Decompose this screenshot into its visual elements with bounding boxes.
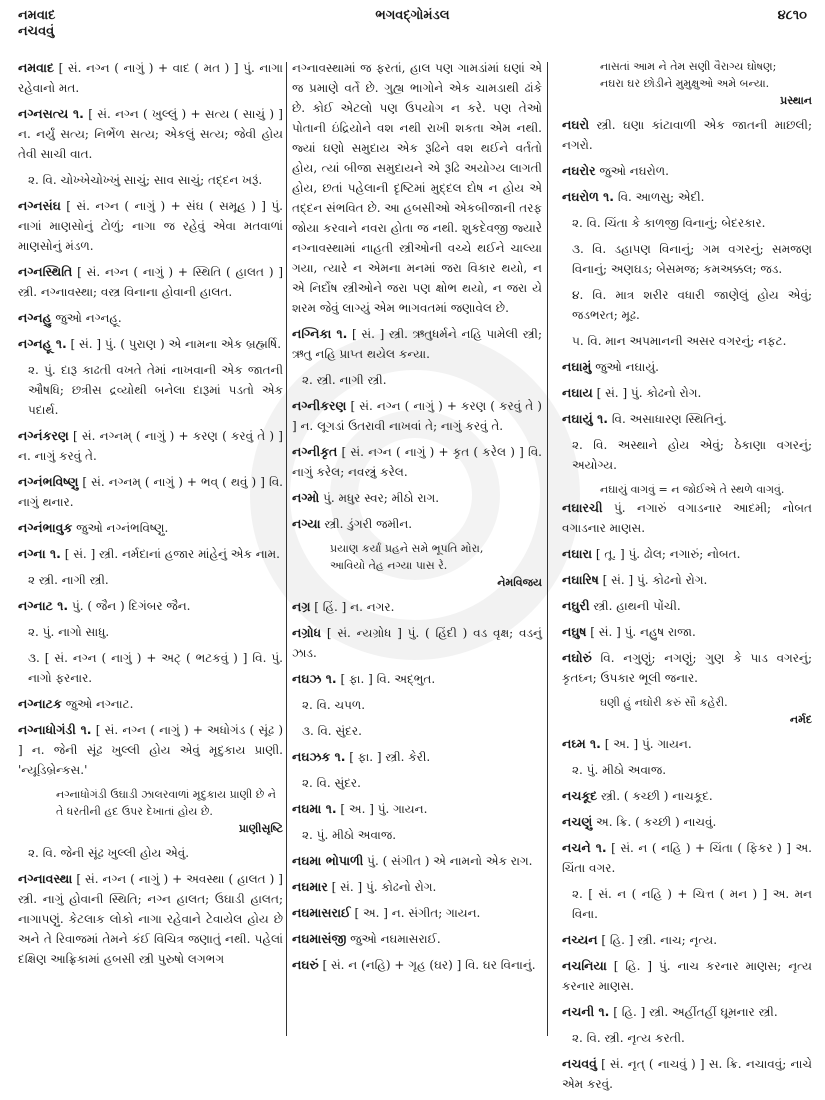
quotation: પ્રયાણ કર્યાં પ્રહને સમે ભૂપતિ મોરા,	[330, 542, 484, 555]
page-header	[0, 8, 825, 30]
dictionary-entry	[562, 357, 812, 377]
dictionary-entry	[292, 324, 542, 364]
definition: જુઓ નઘાયું.	[591, 360, 659, 374]
sub-sense: ૨. પું. મીઠો અવાજ.	[572, 763, 667, 777]
dictionary-entry	[292, 747, 542, 767]
column-left	[18, 58, 283, 975]
definition: સ્ત્રી. હાથની પોંચી.	[589, 599, 681, 613]
definition: [ સં. નગ્ન ( નાગું ) + સ્થિતિ ( હાલત ) ] સ્ત્રી. નગ્નાવસ્થા; વસ્ત્ર વિનાના હોવાની હાલત.	[18, 265, 283, 299]
dictionary-entry	[562, 383, 812, 403]
sub-sense: ૩. [ સં. નગ્ન ( નાગું ) + અટ્ ( ભટકવું ) ] વિ. પું. નાગો ફરનાર.	[28, 651, 283, 685]
definition-continuation: નગ્નાવસ્થામાં જ ફરતાં, હાલ પણ ગામડાંમાં ઘણાં એ જ પ્રમાણે વર્તે છે. ગુહ્ય ભાગોને એક ચામડાથી ઢાંકે છે. કોઈ એટલો પણ ઉપયોગ ન કરે. પણ તેઓ પોતાની ઇંદ્રિયોને વશ નથી રાખી શકતા એમ નથી. જ્યાં ઘણો સમુદાય એક રૂઢિને વશ થઈને વર્તતો હોય, ત્યાં બીજા સમુદાયને એ રૂઢિ અયોગ્ય લાગતી હોય, છતાં પહેલાની દૃષ્ટિમાં મુદ્દલ દોષ ન હોય એ તદ્દન સંભવિત છે. આ હબસીઓ એકબીજાની તરફ જોયા કરવાને નવરા હોતા જ નથી. શુકદેવજી જ્યારે નગ્નાવસ્થામાં નાહતી સ્ત્રીઓની વચ્ચે થઈને ચાલ્યા ગયા, ત્યારે ન એમના મનમાં જરા વિકાર થયો, ન એ નિર્દોષ સ્ત્રીઓને જરા પણ ક્ષોભ થયો, ન જરા યે શરમ જેવું લાગ્યું એમ ભાગવતમાં જણાવેલ છે.	[292, 61, 542, 315]
dictionary-entry	[292, 877, 542, 897]
sub-sense: ૨. [ સં. ન ( નહિ ) + ચિત્ત ( મન ) ] અ. મન વિના.	[572, 887, 812, 921]
definition: [ સં. નગ્ન ( નાગું ) + અવસ્થા ( હાલત ) ] સ્ત્રી. નાગું હોવાની સ્થિતિ; નગ્ન હાલત; ઉઘાડી હાલત; નાગાપણું. કેટલાક લોકો નાગા રહેવાને ટેવાયેલ હોય છે અને તે રિવાજમાં તેમને કંઈ વિચિત્ર જણાતું નથી. પહેલાં દક્ષિણ આફ્રિકામાં હબસી સ્ત્રી પુરુષો લગભગ	[18, 872, 283, 966]
dictionary-entry	[292, 851, 542, 871]
dictionary-entry	[18, 869, 283, 969]
headword: નગ્નીકરણ	[292, 398, 347, 413]
definition: [ અ. ] પું. ગાયન.	[336, 802, 428, 816]
headword: નઘાયું ૧.	[562, 411, 609, 426]
dictionary-entry	[292, 597, 542, 617]
dictionary-entry	[562, 622, 812, 642]
quotation: નાસતાં આમ ને તેમ સણી વૈરાગ્ય ઘોષણ;	[600, 60, 777, 73]
headword: નઘરો	[562, 117, 590, 132]
dictionary-entry	[292, 669, 542, 689]
definition: [ અ. ] ન. સંગીત; ગાયન.	[350, 906, 481, 920]
definition: [ સં. નગ્ન ( નાગું ) + અધોગંડ ( સૂંઢ ) ] ન. જેની સૂંઢ ખુલ્લી હોય એવું મૃદુકાય પ્રાણી. 'ન્યૂડિબ્રેન્કસ.'	[18, 723, 283, 777]
dictionary-entry	[18, 694, 283, 714]
dictionary-entry	[562, 930, 812, 950]
definition: [ સં. ન ( નહિ ) + ચિંતા ( ફિકર ) ] અ. ચિંતા વગર.	[562, 841, 812, 875]
dictionary-entry	[18, 104, 283, 164]
definition: જુઓ નઘમાસરાઈ.	[346, 932, 441, 946]
headword: નઘારચી	[562, 500, 603, 515]
sub-sense: ૩. વિ. ડહાપણ વિનાનું; ગમ વગરનું; સમજણ વિનાનું; અણઘડ; બેસમજ; કમઅક્કલ; જડ.	[572, 242, 812, 276]
definition: [ સં. નગ્નમ્ ( નાગું ) + ભવ્ ( થવું ) ] વિ. નાગું થનાર.	[18, 475, 283, 509]
definition: [ સં. નગ્નમ્ ( નાગું ) + કરણ ( કરવું તે ) ] ન. નાગું કરવું તે.	[18, 429, 283, 463]
headword: નચકૂદ	[562, 788, 598, 803]
headword: નગ્નહુ	[18, 310, 52, 325]
left-guide-word: નમવાદ	[18, 8, 56, 23]
sub-sense: ૨. પું. દારૂ કાઢતી વખતે તેમાં નાખવાની એક જાતની ઔષધિ; છત્રીસ દ્રવ્યોથી બનેલા દારૂમાં પડતો એક પદાર્થ.	[28, 363, 283, 417]
dictionary-entry	[292, 799, 542, 819]
headword: નઘમાસરાઈ	[292, 905, 351, 920]
headword: નગ્નંભવિષ્ણુ	[18, 474, 79, 489]
headword: નગ્નસંઘ	[18, 198, 61, 213]
headword: નચણું	[562, 814, 593, 829]
definition: [ સં. નગ્ન ( નાગું ) + કૃત ( કરેલ ) ] વિ. નાગું કરેલ; નવસ્ત્રું કરેલ.	[292, 445, 542, 479]
column-middle	[292, 58, 542, 981]
dictionary-entry	[18, 308, 283, 328]
headword: નઘુરી	[562, 598, 590, 613]
headword: નઘરોળ ૧.	[562, 189, 615, 204]
dictionary-entry	[562, 409, 812, 429]
definition: [ અ. ] પું. ગાયન.	[600, 737, 692, 751]
definition: [ સં. નગ્ન ( નાગું ) + વાદ ( મત ) ] પું. નાગા રહેવાનો મત.	[18, 61, 283, 95]
right-guide-word: નચવવું	[18, 24, 55, 39]
definition: જુઓ નગ્નહૂ.	[51, 311, 122, 325]
definition: પું. ( સંગીત ) એ નામનો એક રાગ.	[363, 854, 533, 868]
dictionary-entry	[562, 596, 812, 616]
headword: નગ્નસત્ય ૧.	[18, 106, 84, 121]
sub-sense: ૨. વિ. જેની સૂંઢ ખુલ્લી હોય એવું.	[28, 846, 190, 860]
headword: નગ્નહૂ ૧.	[18, 336, 67, 351]
headword: નઘારિષ	[562, 572, 599, 587]
definition: [ સં. નૃત્ ( નાચવું ) ] સ. ક્રિ. નચાવવું; નાચે એમ કરવું.	[562, 1057, 812, 1091]
headword: નગ્નિકા ૧.	[292, 326, 348, 341]
dictionary-entry	[562, 570, 812, 590]
dictionary-entry	[562, 187, 812, 207]
sub-sense: ૩. વિ. સુંદર.	[302, 724, 362, 738]
definition: [ સં. નગ્ન ( નાગું ) + કરણ ( કરવું તે ) ] ન. લૂગડાં ઉતરાવી નાખવાં તે; નાગું કરવું તે.	[292, 399, 542, 433]
dictionary-entry	[18, 262, 283, 302]
headword: નચને ૧.	[562, 840, 607, 855]
dictionary-entry	[562, 734, 812, 754]
headword: નઘમા ભોપાળી	[292, 853, 364, 868]
dictionary-entry	[18, 334, 283, 354]
quote-attribution: પ્રસ્થાન	[780, 94, 812, 107]
column-divider	[286, 62, 287, 1036]
definition: [ ફા. ] સ્ત્રી. કેરી.	[345, 750, 431, 764]
definition: સ્ત્રી. ડુંગરી જમીન.	[320, 517, 413, 531]
dictionary-title: ભગવદ્ગોમંડલ	[375, 8, 450, 23]
headword: નઘઝ ૧.	[292, 671, 337, 686]
dictionary-entry	[292, 488, 542, 508]
sub-sense: ૨. પું. મીઠો અવાજ.	[302, 828, 397, 842]
headword: નઘમા ૧.	[292, 801, 337, 816]
definition: પું. નગારું વગાડનાર આદમી; નોબત વગાડનાર માણસ.	[562, 501, 812, 535]
definition: જુઓ નઘરોળ.	[595, 164, 669, 178]
dictionary-entry	[18, 472, 283, 512]
definition: [ તૂ. ] પું. ઢોલ; નગારું; નોબત.	[592, 547, 741, 561]
headword: નગ્યા	[292, 516, 321, 531]
definition: [ હિ. ] સ્ત્રી. નાચ; નૃત્ય.	[597, 933, 718, 947]
headword: નચવવું	[562, 1056, 597, 1071]
definition: જુઓ નગ્નંભવિષ્ણુ.	[72, 521, 169, 535]
definition: [ હિં. ] ન. નગર.	[310, 600, 395, 614]
page-number: ૪૮૧૦	[777, 8, 807, 23]
quotation: આવિયો તેહ નગ્યા પાસ રે.	[330, 559, 448, 572]
dictionary-entry	[18, 196, 283, 256]
definition: [ હિ. ] સ્ત્રી. અહીંતહીં ઘૂમનાર સ્ત્રી.	[609, 1005, 778, 1019]
headword: નચનિયા	[562, 958, 607, 973]
headword: નગ્ના ૧.	[18, 546, 61, 561]
definition: [ સં. નગ્ન ( ખુલ્લું ) + સત્ય ( સાચું ) ] ન. નર્યું સત્ય; નિર્ભેળ સત્ય; એકલું સત્ય; જેવી હોય તેવી સાચી વાત.	[18, 107, 283, 161]
dictionary-entry	[18, 58, 283, 98]
headword: નઘોરું	[562, 650, 592, 665]
dictionary-entry	[562, 115, 812, 155]
definition: અ. ક્રિ. ( કચ્છી ) નાચવું.	[592, 815, 717, 829]
headword: નઘમાર	[292, 879, 328, 894]
definition: વિ. અસાધારણ સ્થિતિનું.	[608, 412, 727, 426]
headword: નચ્યન	[562, 932, 598, 947]
dictionary-entry	[562, 648, 812, 688]
headword: નગ્નાટક	[18, 696, 62, 711]
sub-sense: ૪. વિ. માત્ર શરીર વધારી જાણેલું હોય એવું; જડભરત; મૂઢ.	[572, 288, 812, 322]
headword: નઘરોર	[562, 163, 596, 178]
dictionary-entry	[292, 929, 542, 949]
headword: નગ્નંભાવુક	[18, 520, 73, 535]
definition: [ સં. ] પું. ( પુરાણ ) એ નામના એક બ્રહ્મર્ષિ.	[66, 337, 282, 351]
headword: નગ્રોધ	[292, 625, 322, 640]
quote-attribution: નર્મદ	[789, 713, 812, 726]
dictionary-entry	[292, 955, 542, 975]
dictionary-entry	[562, 1002, 812, 1022]
sub-sense: ૨ સ્ત્રી. નાગી સ્ત્રી.	[28, 573, 109, 587]
quotation: નગ્નાધોગંડી ઉઘાડી ઝાલરવાળાં મૃદુકાય પ્રાણી છે ને તે ધરતીની હદ ઉપર દેખાતાં હોય છે.	[56, 788, 276, 818]
quote-attribution: પ્રાણીસૃષ્ટિ	[238, 822, 283, 835]
headword: નગ્નાટ ૧.	[18, 598, 69, 613]
dictionary-entry	[18, 426, 283, 466]
dictionary-entry	[18, 544, 283, 564]
definition: [ સં. ] સ્ત્રી. ઋતુધર્મને નહિ પામેલી સ્ત્રી; ઋતુ નહિ પ્રાપ્ત થયેલ કન્યા.	[292, 327, 542, 361]
dictionary-entry	[562, 956, 812, 996]
definition: [ સં. ] સ્ત્રી. નર્મદાનાં હજાર માંહેનું એક નામ.	[60, 547, 280, 561]
sub-sense: ૨. વિ. ચોખ્ખેચોખ્ખું સાચું; સાવ સાચું; તદ્દન ખરૂં.	[28, 173, 263, 187]
definition: સ્ત્રી. ( કચ્છી ) નાચકૂદ.	[597, 789, 713, 803]
quotation: નઘાયું વાગવું = ન જોઈએ તે સ્થળે વાગવું.	[600, 483, 785, 496]
headword: નઘ્મ ૧.	[562, 736, 601, 751]
definition: [ સં. ] પું. નહુષ રાજા.	[586, 625, 696, 639]
headword: નમવાદ	[18, 60, 54, 75]
definition: [ સં. ન્યગ્રોધ ] પું. ( હિંદી ) વડ વૃક્ષ; વડનું ઝાડ.	[292, 626, 542, 660]
headword: નઘરું	[292, 957, 319, 972]
dictionary-entry	[562, 544, 812, 564]
dictionary-entry	[292, 442, 542, 482]
dictionary-entry	[18, 720, 283, 780]
column-divider	[547, 62, 548, 1036]
dictionary-entry	[562, 1054, 812, 1094]
definition: [ સં. નગ્ન ( નાગું ) + સંઘ ( સમૂહ ) ] પું. નાગાં માણસોનું ટોળું; નાગા જ રહેવું એવા મતવાળાં માણસોનું મંડળ.	[18, 199, 283, 253]
definition: [ ફા. ] વિ. અદ્ભુત.	[336, 672, 436, 686]
dictionary-entry	[562, 786, 812, 806]
headword: નગ્નાવસ્થા	[18, 871, 73, 886]
dictionary-entry	[292, 514, 542, 534]
dictionary-entry	[292, 623, 542, 663]
headword: નઘઝક ૧.	[292, 749, 346, 764]
dictionary-entry	[18, 518, 283, 538]
headword: નઘારા	[562, 546, 593, 561]
sub-sense: ૫. વિ. માન અપમાનની અસર વગરનું; નફટ.	[572, 334, 787, 348]
headword: નઘુષ	[562, 624, 587, 639]
definition: સ્ત્રી. ઘણા કાંટાવાળી એક જાતની માછલી; નગરો.	[562, 118, 812, 152]
headword: નગ્નાધોગંડી ૧.	[18, 722, 92, 737]
dictionary-entry	[562, 161, 812, 181]
sub-sense: ૨. વિ. ચિંતા કે કાળજી વિનાનું; બેદરકાર.	[572, 216, 766, 230]
definition: જુઓ નગ્નાટ.	[61, 697, 134, 711]
definition: [ હિ. ] પું. નાચ કરનાર માણસ; નૃત્ય કરનાર માણસ.	[562, 959, 812, 993]
dictionary-entry	[562, 498, 812, 538]
headword: નઘમાસંજી	[292, 931, 347, 946]
sub-sense: ૨. વિ. અસ્થાને હોય એવું; ઠેકાણા વગરનું; અયોગ્ય.	[572, 438, 812, 472]
dictionary-entry	[292, 396, 542, 436]
dictionary-entry	[292, 903, 542, 923]
definition: [ સં. ] પું. કોઢનો રોગ.	[598, 573, 708, 587]
headword: નગ્નીકૃત	[292, 444, 338, 459]
sub-sense: ૨. વિ. સુંદર.	[302, 776, 361, 790]
definition: પું. મધુર સ્વર; મીઠો રાગ.	[319, 491, 440, 505]
column-right	[562, 58, 812, 1100]
sub-sense: ૨. પું. નાગો સાધુ.	[28, 625, 110, 639]
definition: પું. ( જૈન ) દિગંબર જૈન.	[68, 599, 191, 613]
definition: [ સં. ] પું. કોઢનો રોગ.	[327, 880, 437, 894]
headword: નગ્મો	[292, 490, 320, 505]
headword: નચની ૧.	[562, 1004, 610, 1019]
headword: નગ્નંકરણ	[18, 428, 69, 443]
headword: નઘામું	[562, 359, 592, 374]
definition: [ સં. ] પું. કોઢનો રોગ.	[592, 386, 702, 400]
headword: નઘાય	[562, 385, 593, 400]
definition: વિ. નગુણું; નગણું; ગુણ કે પાડ વગરનું; કૃતઘ્ન; ઉપકાર ભૂલી જનાર.	[562, 651, 812, 685]
definition: વિ. આળસુ; એદી.	[614, 190, 705, 204]
dictionary-entry	[18, 596, 283, 616]
definition: [ સં. ન (નહિ) + ગૃહ (ઘર) ] વિ. ઘર વિનાનું.	[318, 958, 536, 972]
headword: નગ્ર	[292, 599, 311, 614]
sub-sense: ૨. વિ. ચપળ.	[302, 698, 366, 712]
dictionary-entry	[562, 838, 812, 878]
sub-sense: ૨. વિ. સ્ત્રી. નૃત્ય કરતી.	[572, 1031, 685, 1045]
headword: નગ્નસ્થિતિ	[18, 264, 73, 279]
quotation: ઘણી હું નઘોરી કરું સૌ કહેરી.	[600, 696, 728, 709]
quotation: નઘરા ઘર છોડીને મુમુક્ષુઓ અમે બન્યા.	[600, 77, 770, 90]
sub-sense: ૨. સ્ત્રી. નાગી સ્ત્રી.	[302, 373, 387, 387]
quote-attribution: નેમવિજય	[497, 576, 542, 589]
dictionary-entry	[562, 812, 812, 832]
